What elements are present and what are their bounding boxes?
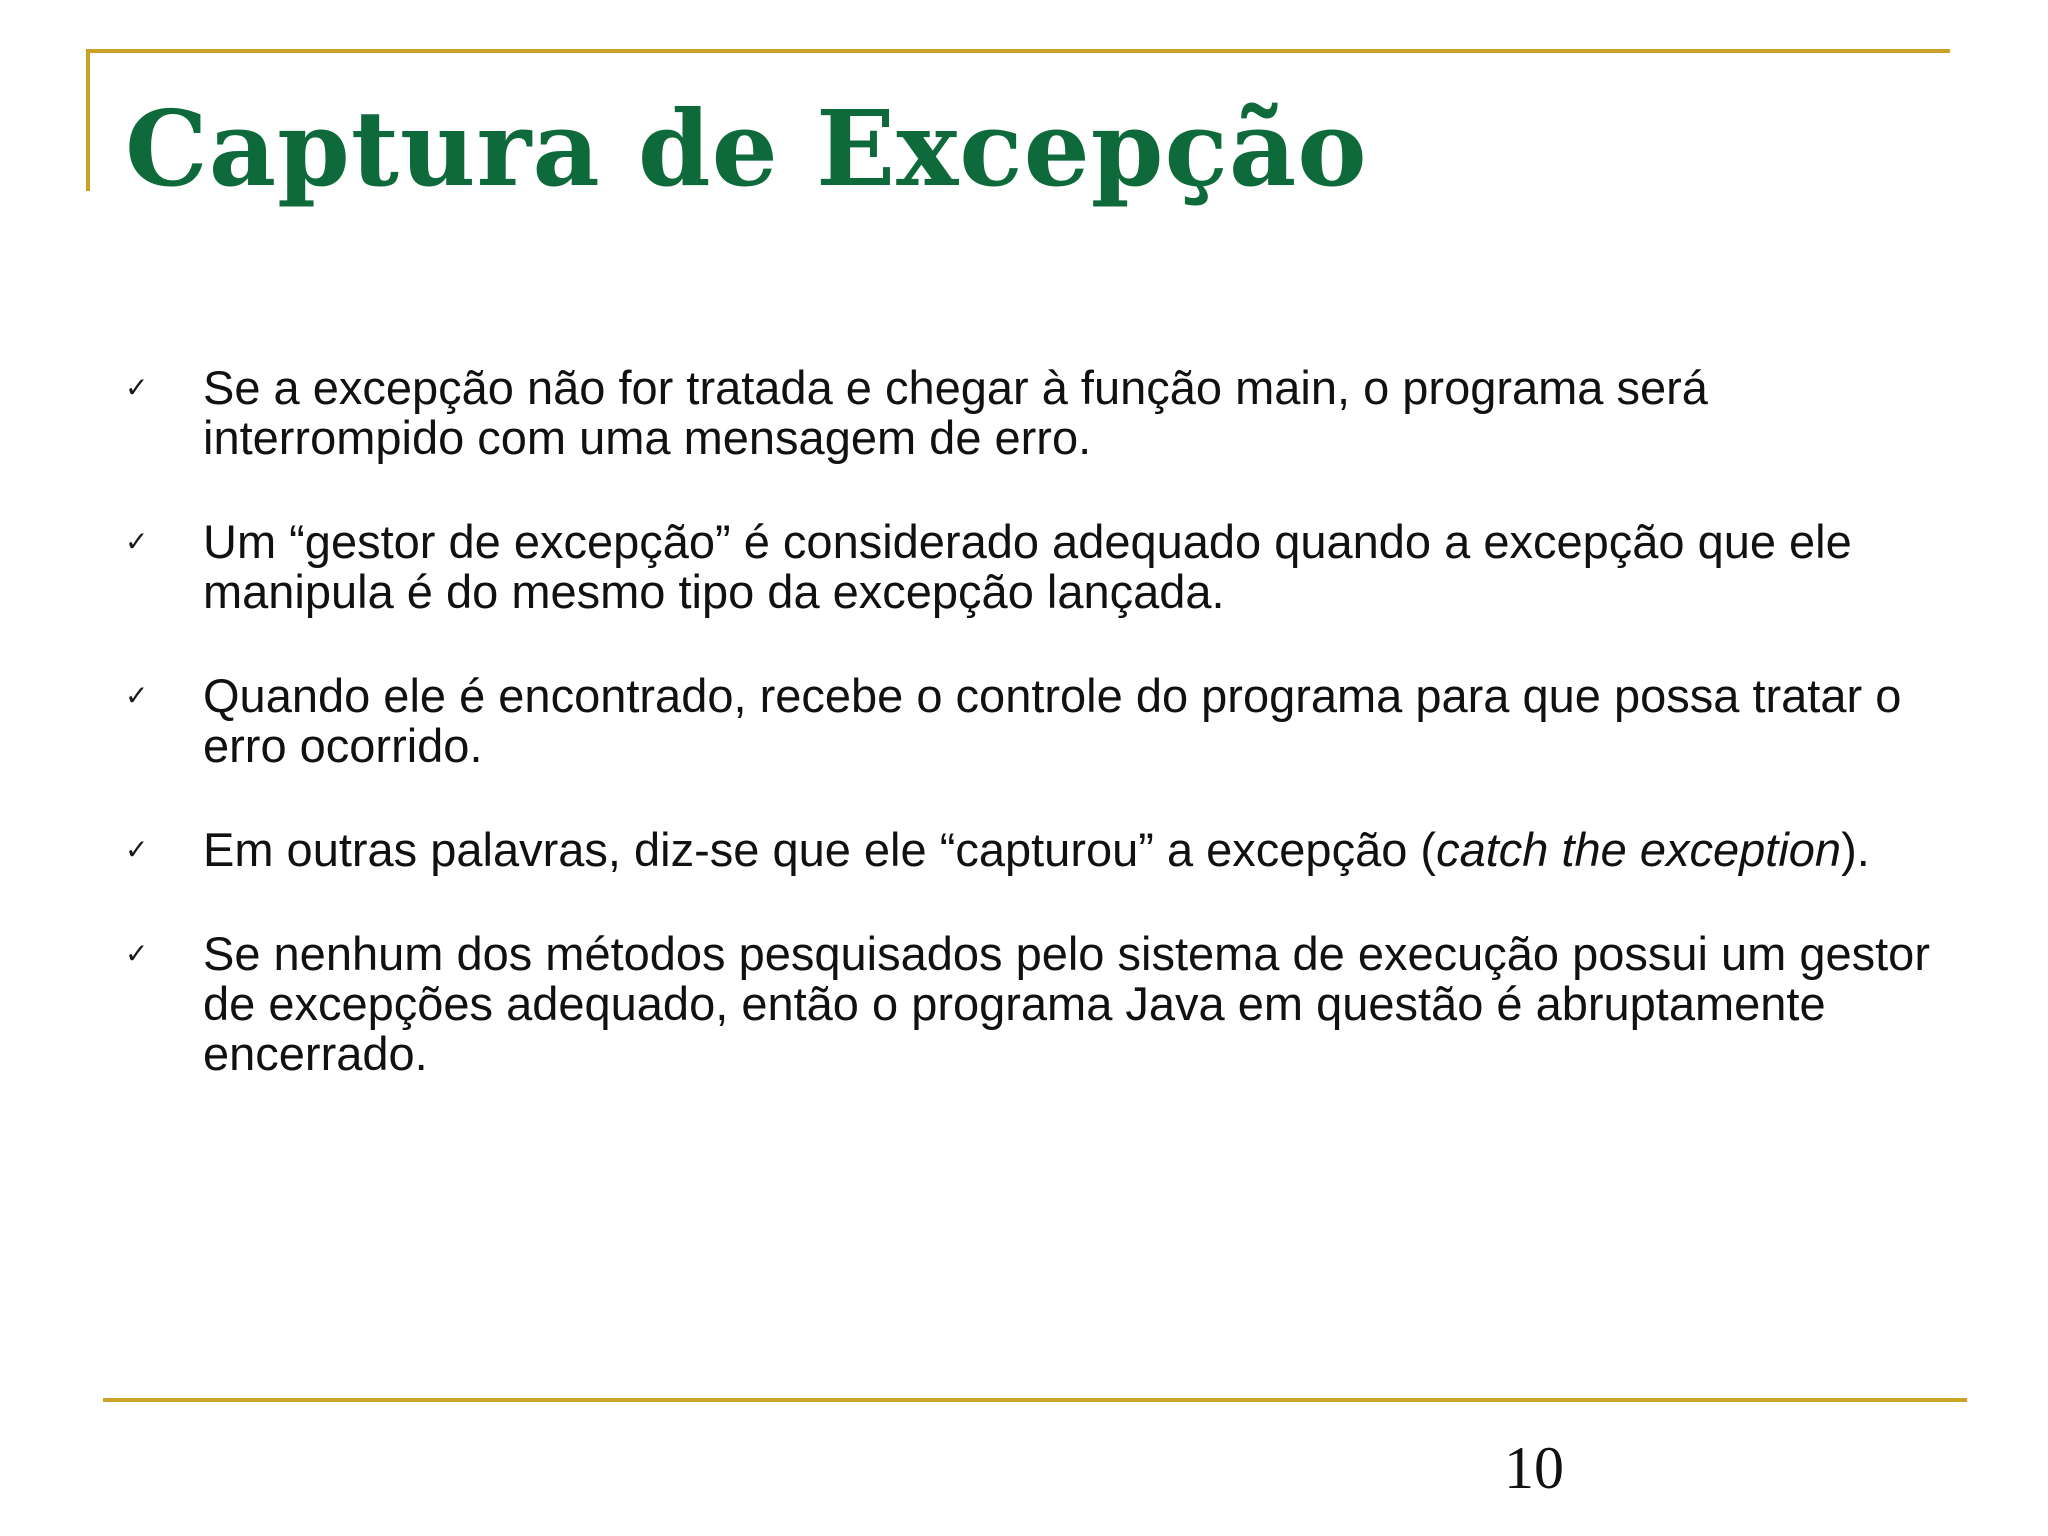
bullet-text: Se nenhum dos métodos pesquisados pelo sistema de execução possui um gestor de excepções adequado, então o programa Java em questão é abruptamente encerrado.: [203, 927, 1930, 1080]
bullet-item: [125, 671, 1955, 771]
bullet-text: Quando ele é encontrado, recebe o controle do programa para que possa tratar o erro ocorrido.: [203, 669, 1902, 772]
check-icon: ✓: [125, 371, 149, 404]
bullet-list: [125, 363, 1955, 1133]
bullet-text-before: Em outras palavras, diz-se que ele “capturou” a excepção (: [203, 823, 1437, 876]
check-icon: ✓: [125, 833, 149, 866]
bullet-text-after: ).: [1841, 823, 1870, 876]
check-icon: ✓: [125, 525, 149, 558]
bullet-text: [203, 823, 1870, 876]
bullet-text: Um “gestor de excepção” é considerado adequado quando a excepção que ele manipula é do mesmo tipo da excepção lançada.: [203, 515, 1852, 618]
bottom-border-line: [103, 1398, 1967, 1402]
bullet-item: [125, 825, 1955, 875]
bullet-item: [125, 517, 1955, 617]
bullet-text: Se a excepção não for tratada e chegar à função main, o programa será interrompido com uma mensagem de erro.: [203, 361, 1708, 464]
left-border-line: [86, 49, 90, 191]
bullet-text-italic: catch the exception: [1436, 823, 1842, 876]
check-icon: ✓: [125, 937, 149, 970]
bullet-item: [125, 363, 1955, 463]
bullet-item: [125, 929, 1955, 1079]
top-border-line: [86, 49, 1950, 53]
page-number: 10: [1504, 1435, 1564, 1501]
slide-title: Captura de Excepção: [125, 87, 1368, 210]
check-icon: ✓: [125, 679, 149, 712]
